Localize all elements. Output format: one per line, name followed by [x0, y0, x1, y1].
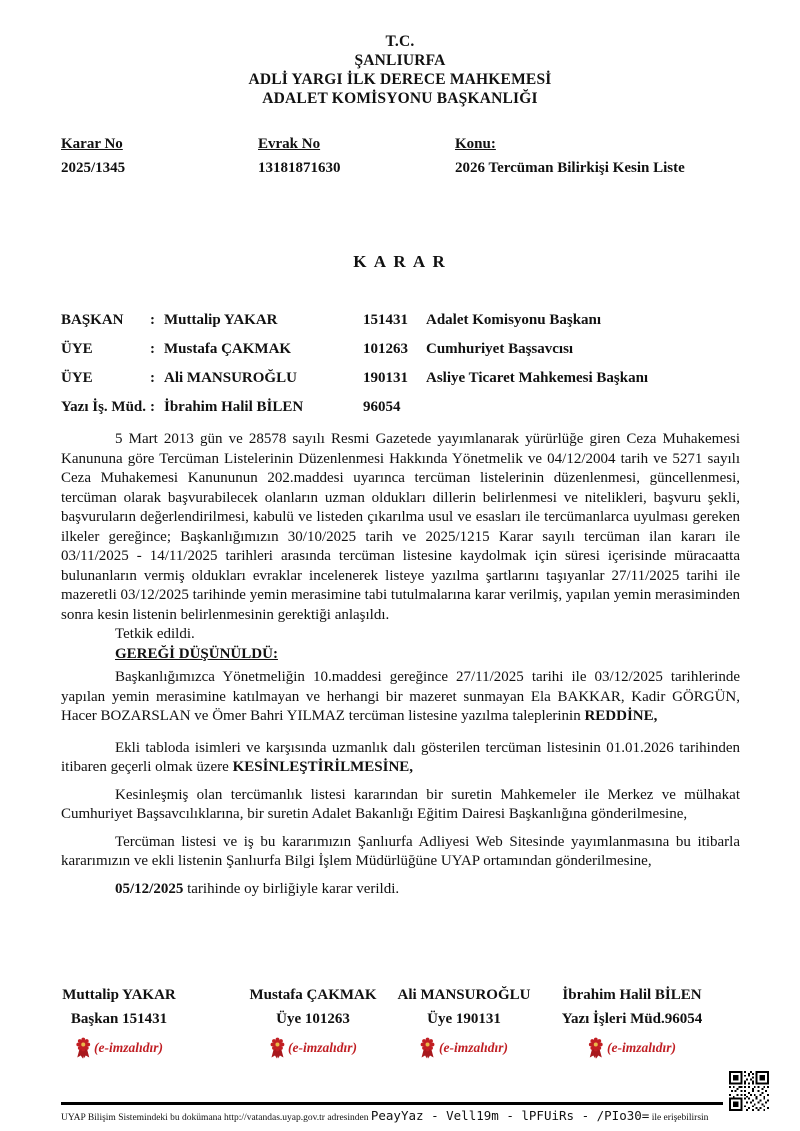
decision-title: K A R A R — [353, 252, 447, 271]
footer-access-code: PeayYaz - Vell19m - lPFUiRs - /PIo30= — [370, 1108, 650, 1123]
esign-row — [249, 1037, 376, 1059]
meta-row — [61, 136, 761, 182]
official-name: Mustafa ÇAKMAK — [164, 341, 292, 357]
official-row — [61, 364, 751, 393]
bold-reddine: REDDİNE, — [584, 708, 658, 724]
bold-kesinlestirilmesine: KESİNLEŞTİRİLMESİNE, — [232, 759, 414, 775]
signer-name: Muttalip YAKAR — [62, 987, 176, 1003]
meta-karar-no — [61, 136, 125, 177]
heading-geregi-dusunuldu: GEREĞİ DÜŞÜNÜLDÜ: — [115, 645, 278, 662]
qr-code — [729, 1071, 769, 1111]
official-row — [61, 393, 751, 422]
bold-decision-date: 05/12/2025 — [115, 880, 184, 897]
paragraph-intro: 5 Mart 2013 gün ve 28578 sayılı Resmi Gazetede yayımlanarak yürürlüğe giren Ceza Muhakemesi Kanununa göre Tercüman Listelerinin Düzenlenmesi Hakkında Yönetmelik ve 04/12/2004 tarih ve 5271 sayılı Ceza Muhakemesi Kanununun 202.maddesi uyarınca tercüman listelerinin düzenlenmesi, güncellenmesi, tercüman olarak başvurabilecek olanların uzman oldukları dillerin belirlenmesi ve nitelikleri, başvuru şekli, başvuruların değerlendirilmesi, kabulü ve listeden çıkarılma usul ve esasları ile tercümanlarca uyulması gereken ilkeler gereğince; Başkanlığımızın 30/10/2025 tarih ve 2025/1215 Karar sayılı tercüman ilan kararı ile 03/11/2025 - 14/11/2025 tarihleri arasında tercüman listesine kaydolmak için süresi içerisinde müracaatta bulunanların vermiş oldukları evraklar incelenerek listeye yazılma şartlarını taşıyanlar 27/11/2025 tarihi ile mazeretli 03/12/2025 tarihinde yemin merasimine tabi tutulmalarına karar verilmiş, yapılan yemin merasiminden sonra kesin listenin belirlenmesinin gerektiği anlaşıldı. — [61, 431, 740, 623]
e-signature-seal-icon — [75, 1037, 91, 1059]
court-header — [0, 32, 800, 108]
esign-row — [562, 1037, 702, 1059]
signer-title: Üye 101263 — [276, 1011, 350, 1027]
signer-name: Mustafa ÇAKMAK — [249, 987, 377, 1003]
official-title: Adalet Komisyonu Başkanı — [426, 312, 602, 328]
esign-row — [62, 1037, 175, 1059]
official-title — [426, 393, 751, 422]
official-role: ÜYE — [61, 370, 93, 386]
paragraph-text: Başkanlığımızca Yönetmeliğin 10.maddesi gereğince 27/11/2025 tarihi ile 03/12/2025 tarihlerinde yapılan yemin merasimine katılmayan ve herhangi bir mazeret sunmayan Ela BAKKAR, Kadir GÖRGÜN, Hacer BOZARSLAN ve Ömer Bahri YILMAZ tercüman listesine yazılma taleplerinin — [61, 669, 740, 724]
e-signature-seal-icon — [588, 1037, 604, 1059]
e-signature-seal-icon — [420, 1037, 436, 1059]
header-line-commission: ADALET KOMİSYONU BAŞKANLIĞI — [262, 90, 538, 107]
paragraph-reddine — [61, 668, 740, 727]
colon: : — [150, 399, 155, 415]
colon: : — [150, 370, 155, 386]
colon: : — [150, 312, 155, 328]
official-role: ÜYE — [61, 341, 93, 357]
official-registry-no: 151431 — [363, 312, 408, 328]
meta-value: 2025/1345 — [61, 160, 126, 176]
meta-konu — [455, 136, 685, 177]
paragraph-kesinlestirme — [61, 739, 740, 778]
signer-title: Yazı İşleri Müd.96054 — [561, 1011, 703, 1027]
footer-divider — [61, 1102, 723, 1105]
footer-text-post: ile erişebilirsin — [649, 1113, 709, 1123]
meta-label: Evrak No — [258, 136, 321, 152]
meta-label: Konu: — [455, 136, 496, 152]
official-name: Muttalip YAKAR — [164, 312, 278, 328]
colon: : — [150, 341, 155, 357]
meta-value: 2026 Tercüman Bilirkişi Kesin Liste — [455, 160, 685, 176]
decision-body — [61, 430, 740, 899]
header-line-city: ŞANLIURFA — [354, 52, 446, 69]
footer-access-note — [61, 1107, 781, 1125]
e-signature-seal-icon — [269, 1037, 285, 1059]
esign-label: (e-imzalıdır) — [438, 1040, 508, 1055]
paragraph-decision-date — [61, 880, 740, 900]
signer-name: Ali MANSUROĞLU — [397, 987, 531, 1003]
signature-column — [562, 987, 702, 1059]
section-heading — [61, 645, 740, 665]
header-line-court: ADLİ YARGI İLK DERECE MAHKEMESİ — [248, 71, 552, 88]
official-name: İbrahim Halil BİLEN — [164, 399, 304, 415]
signature-column — [62, 987, 175, 1059]
official-title: Asliye Ticaret Mahkemesi Başkanı — [426, 370, 649, 386]
meta-evrak-no — [258, 136, 341, 177]
header-line-tc: T.C. — [385, 33, 415, 50]
paragraph-text: tarihinde oy birliğiyle karar verildi. — [183, 880, 400, 897]
official-title: Cumhuriyet Başsavcısı — [426, 341, 574, 357]
paragraph-gonderilme-2: Tercüman listesi ve iş bu kararımızın Şanlıurfa Adliyesi Web Sitesinde yayımlanmasına bu itibarla kararımızın ve ekli listenin Şanlıurfa Bilgi İşlem Müdürlüğüne UYAP ortamından gönderilmesine, — [61, 833, 740, 869]
official-row — [61, 335, 751, 364]
signer-title: Üye 190131 — [427, 1011, 501, 1027]
official-registry-no: 96054 — [363, 399, 401, 415]
commission-members — [61, 306, 751, 422]
signer-name: İbrahim Halil BİLEN — [562, 987, 702, 1003]
esign-label: (e-imzalıdır) — [93, 1040, 163, 1055]
esign-label: (e-imzalıdır) — [606, 1040, 676, 1055]
official-registry-no: 101263 — [363, 341, 408, 357]
paragraph-text: Ekli tabloda isimleri ve karşısında uzmanlık dalı gösterilen tercüman listesinin 01.01.2026 tarihinden itibaren geçerli olmak üzere — [61, 739, 740, 775]
official-row — [61, 306, 751, 335]
paragraph-tetkik: Tetkik edildi. — [115, 626, 195, 642]
official-role: BAŞKAN — [61, 312, 124, 328]
footer-text-pre: UYAP Bilişim Sistemindeki bu dokümana http://vatandas.uyap.gov.tr adresinden — [61, 1113, 371, 1123]
esign-label: (e-imzalıdır) — [287, 1040, 357, 1055]
official-registry-no: 190131 — [363, 370, 408, 386]
signature-block — [0, 987, 800, 1077]
paragraph-gonderilme-1: Kesinleşmiş olan tercümanlık listesi kararından bir suretin Mahkemeler ile Merkez ve mülhakat Cumhuriyet Başsavcılıklarına, bir suretin Adalet Bakanlığı Eğitim Dairesi Başkanlığına gönderilmesine, — [61, 786, 740, 822]
official-role: Yazı İş. Müd. — [61, 399, 147, 415]
signer-title: Başkan 151431 — [70, 1011, 168, 1027]
meta-value: 13181871630 — [258, 160, 341, 176]
signature-column — [398, 987, 531, 1059]
meta-label: Karar No — [61, 136, 123, 152]
official-name: Ali MANSUROĞLU — [164, 370, 297, 386]
esign-row — [398, 1037, 531, 1059]
signature-column — [249, 987, 376, 1059]
